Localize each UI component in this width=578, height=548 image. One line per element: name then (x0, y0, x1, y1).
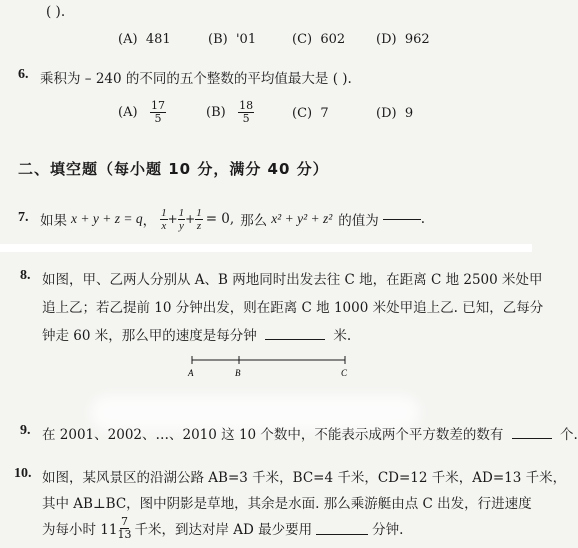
q8-number: 8. (20, 268, 31, 283)
q8-line-2: 追上乙；若乙提前 10 分钟出发，则在距离 C 地 1000 米处甲追上乙. 已知，乙每分 (42, 300, 544, 316)
q6-number: 6. (18, 67, 29, 82)
q6-option-b: (B) $\frac{18}{5}$ (206, 99, 254, 125)
q6-option-a-fraction: $\frac{17}{5}$ (150, 99, 165, 125)
q7-stem: 如果 x + y + z = q ， $\frac{1}{x}$ + $\frac{1}{y}$ + $\frac{1}{z}$ = 0, 那么 x² + y² + z² 的值为 . (40, 206, 426, 232)
q9-stem: 在 2001、2002、…、2010 这 10 个数中，不能表示成两个平方数差的数有 个. (42, 427, 578, 443)
page-divider (0, 244, 532, 252)
q5-option-b: (B) '01 (208, 32, 257, 47)
q6-option-b-fraction: $\frac{18}{5}$ (239, 99, 254, 125)
q6-option-c: (C) 7 (292, 106, 329, 121)
q5-option-c: (C) 602 (292, 32, 346, 47)
section-title: 二、填空题（每小题 10 分，满分 40 分） (18, 160, 329, 178)
q9-number: 9. (20, 423, 31, 438)
q7-answer-blank (383, 219, 421, 220)
q10-line-3: 为每小时 11 $\frac{7}{13}$ 千米，到达对岸 AD 最少要用 分钟. (42, 514, 404, 541)
q8-answer-blank (265, 339, 325, 340)
q5-tail: ( ). (46, 4, 66, 20)
q10-speed-fraction: $\frac{7}{13}$ (117, 514, 132, 541)
q10-line-2: 其中 AB⊥BC，图中阴影是草地，其余是水面. 那么乘游艇由点 C 出发，行进速度 (42, 496, 532, 512)
q10-answer-blank (316, 534, 368, 535)
q9-answer-blank (512, 438, 552, 439)
q6-option-a: (A) $\frac{17}{5}$ (118, 99, 165, 125)
point-b-label: B (235, 368, 241, 378)
q8-segment-diagram (180, 352, 360, 382)
q8-line-3: 钟走 60 米，那么甲的速度是每分钟 米. (42, 328, 352, 344)
q6-option-d: (D) 9 (376, 106, 414, 121)
q5-option-a: (A) 481 (118, 32, 171, 47)
q8-line-1: 如图，甲、乙两人分别从 A、B 两地同时出发去往 C 地，在距离 C 地 2500 米处甲 (42, 272, 543, 288)
point-c-label: C (341, 368, 348, 378)
q10-line-1: 如图，某风景区的沿湖公路 AB=3 千米，BC=4 千米，CD=12 千米，AD=13 千米， (42, 470, 567, 486)
q10-number: 10. (14, 466, 32, 481)
q7-number: 7. (18, 210, 29, 225)
q5-option-d: (D) 962 (376, 32, 430, 47)
q6-stem: 乘积为 – 240 的不同的五个整数的平均值最大是 ( ). (40, 71, 352, 87)
point-a-label: A (188, 368, 194, 378)
